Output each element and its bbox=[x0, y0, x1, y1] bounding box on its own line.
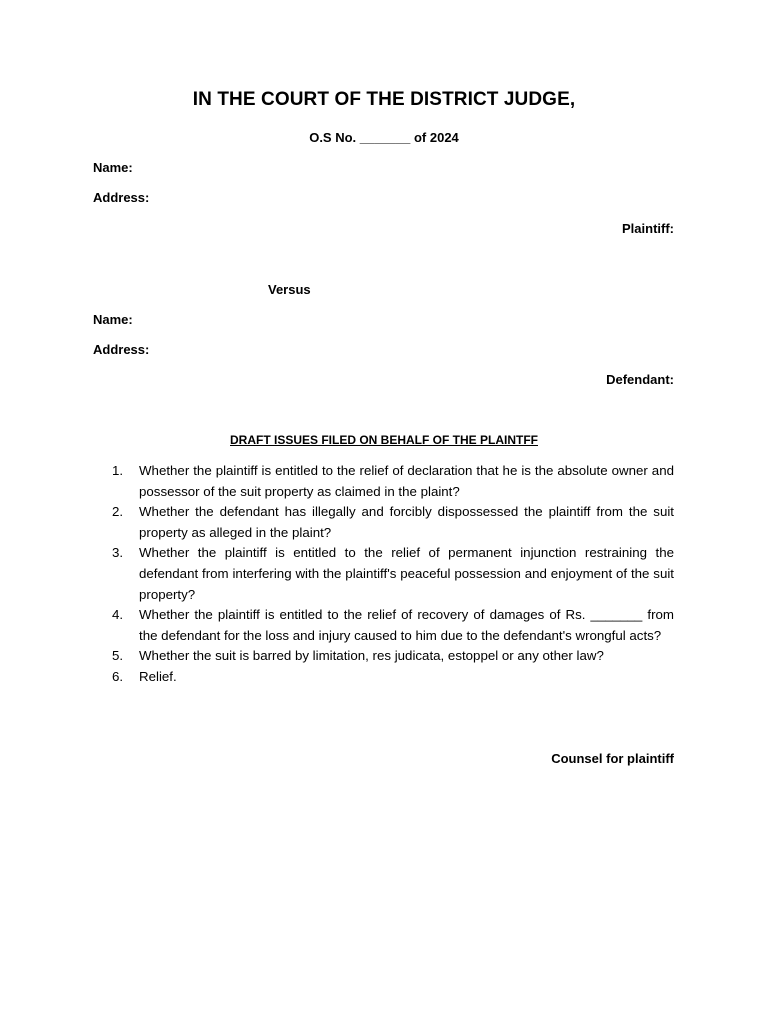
plaintiff-address-label: Address: bbox=[93, 190, 150, 205]
defendant-role-label: Defendant: bbox=[606, 372, 674, 387]
issue-item bbox=[93, 667, 674, 688]
issue-item bbox=[93, 543, 674, 605]
issue-text: Whether the plaintiff is entitled to the relief of permanent injunction restraining the defendant from interfering with the plaintiff's peaceful possession and enjoyment of the suit property? bbox=[139, 545, 674, 602]
issue-text: Relief. bbox=[139, 668, 177, 684]
defendant-address-label: Address: bbox=[93, 342, 150, 357]
versus-label: Versus bbox=[268, 282, 311, 297]
issue-number: 4. bbox=[112, 607, 124, 623]
issue-text: Whether the defendant has illegally and forcibly dispossessed the plaintiff from the suit property as alleged in the plaint? bbox=[139, 504, 674, 540]
issues-heading: DRAFT ISSUES FILED ON BEHALF OF THE PLAINTFF bbox=[230, 433, 538, 447]
issue-item bbox=[93, 502, 674, 543]
issue-number: 1. bbox=[112, 463, 124, 478]
defendant-name-label: Name: bbox=[93, 312, 133, 327]
plaintiff-name-label: Name: bbox=[93, 160, 133, 175]
issue-item bbox=[93, 605, 674, 646]
issue-number: 6. bbox=[112, 668, 124, 684]
issue-text: Whether the suit is barred by limitation, res judicata, estoppel or any other law? bbox=[139, 648, 604, 664]
issue-text: Whether the plaintiff is entitled to the relief of declaration that he is the absolute owner and possessor of the suit property as claimed in the plaint? bbox=[139, 463, 674, 499]
plaintiff-role-label: Plaintiff: bbox=[622, 221, 674, 236]
court-title: IN THE COURT OF THE DISTRICT JUDGE, bbox=[192, 89, 576, 110]
issues-list bbox=[93, 461, 674, 688]
issue-number: 3. bbox=[112, 545, 124, 561]
issue-item bbox=[93, 461, 674, 502]
issue-number: 5. bbox=[112, 648, 124, 664]
issue-text: Whether the plaintiff is entitled to the relief of recovery of damages of Rs. _______ from the defendant for the loss and injury caused to him due to the defendant's wrongful acts? bbox=[139, 607, 674, 643]
counsel-signature: Counsel for plaintiff bbox=[551, 751, 674, 766]
case-number: O.S No. _______ of 2024 bbox=[309, 130, 459, 145]
issue-item bbox=[93, 646, 674, 667]
issue-number: 2. bbox=[112, 504, 124, 520]
